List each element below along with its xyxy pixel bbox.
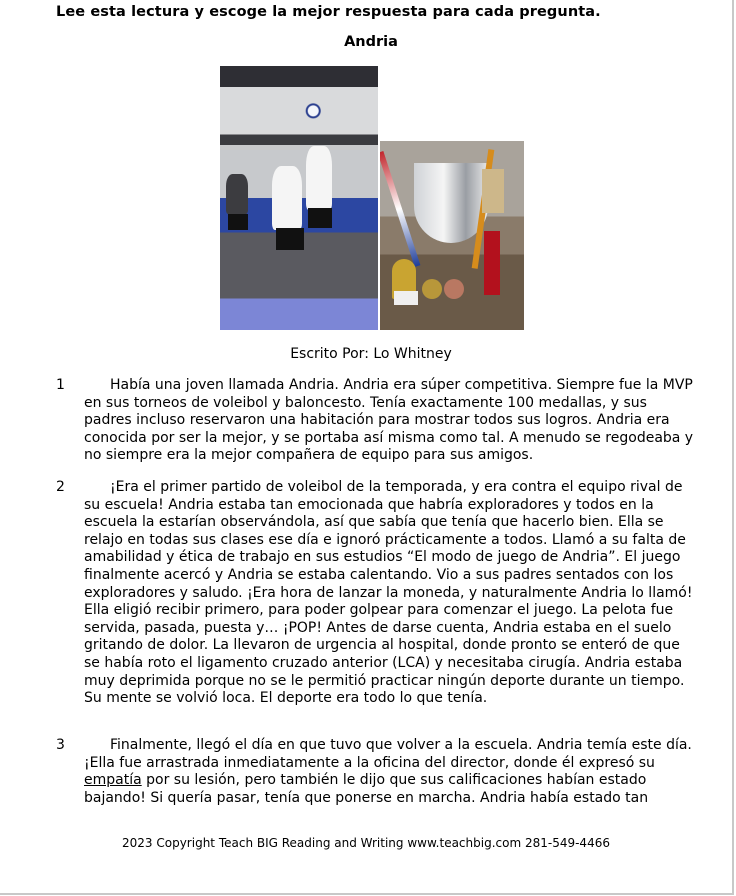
text-segment: por su lesión, pero también le dijo que sus calificaciones habían estado bajando! Si quería pasar, tenía que ponerse en marcha. Andria había estado tan [84,772,649,806]
player-12-shorts [276,228,304,250]
volleyball-game-photo [220,66,378,330]
instructions-heading: Lee esta lectura y escoge la mejor respuesta para cada pregunta. [56,4,601,20]
trophy-base [394,291,418,305]
red-column-trophy [484,231,500,295]
opponent-shorts [228,214,248,230]
paragraph-text: ¡Era el primer partido de voleibol de la temporada, y era contra el equipo rival de su escuela! Andria estaba tan emocionada que habría exploradores y todos en la escuela la estarían observándola, así que sabía que tenía que hacerlo bien. Ella se relajo en todas sus clases ese día e ignoró prácticamente a todos. Llamó a su falta de amabilidad y ética de trabajo en sus estudios “El modo de juego de Andria”. El juego finalmente acercó y Andria se estaba calentando. Vio a sus padres sentados con los exploradores y saludo. ¡Era hora de lanzar la moneda, y naturalmente Andria lo llamó! Ella eligió recibir primero, para poder golpear para comenzar el juego. La pelota fue servida, pasada, puesta y… ¡POP! Antes de darse cuenta, Andria estaba en el suelo gritando de dolor. La llevaron de urgencia al hospital, donde pronto se enteró de que se había roto el ligamento cruzado anterior (LCA) y necesitaba cirugía. Andria estaba muy deprimida porque no se le permitió practicar ningún deporte durante un tiempo. Su mente se volvió loca. El deporte era todo lo que tenía. [84,479,693,707]
story-title: Andria [344,34,398,50]
paragraph-text: Había una joven llamada Andria. Andria era súper competitiva. Siempre fue la MVP en sus torneos de voleibol y baloncesto. Tenía exactamente 100 medallas, y sus padres incluso reservaron una habitación para mostrar todos sus logros. Andria era conocida por ser la mejor, y se portaba así misma como tal. A menudo se regodeaba y no siempre era la mejor compañera de equipo para sus amigos. [84,377,694,464]
text-segment: Finalmente, llegó el día en que tuvo que volver a la escuela. Andria temía este día. ¡Ella fue arrastrada inmediatamente a la oficina del director, donde él expresó su [84,737,692,771]
copyright-footer: 2023 Copyright Teach BIG Reading and Writing www.teachbig.com 281-549-4466 [122,836,610,850]
paragraph-number: 2 [56,479,65,495]
player-12 [272,166,302,230]
paragraph-1 [56,377,696,465]
bronze-medal [444,279,464,299]
mvp-medal [422,279,442,299]
paragraph-2 [56,479,696,708]
opponent-player [226,174,248,214]
paragraph-text [84,737,696,807]
paragraph-3 [56,737,696,807]
author-byline: Escrito Por: Lo Whitney [290,346,452,362]
paragraph-number: 1 [56,377,65,393]
vocabulary-word-empatia: empatía [84,772,142,789]
paragraph-number: 3 [56,737,65,753]
trophies-photo [380,141,524,330]
player-2-shorts [308,208,332,228]
first-place-trophy-top [482,169,504,213]
player-2 [306,146,332,210]
